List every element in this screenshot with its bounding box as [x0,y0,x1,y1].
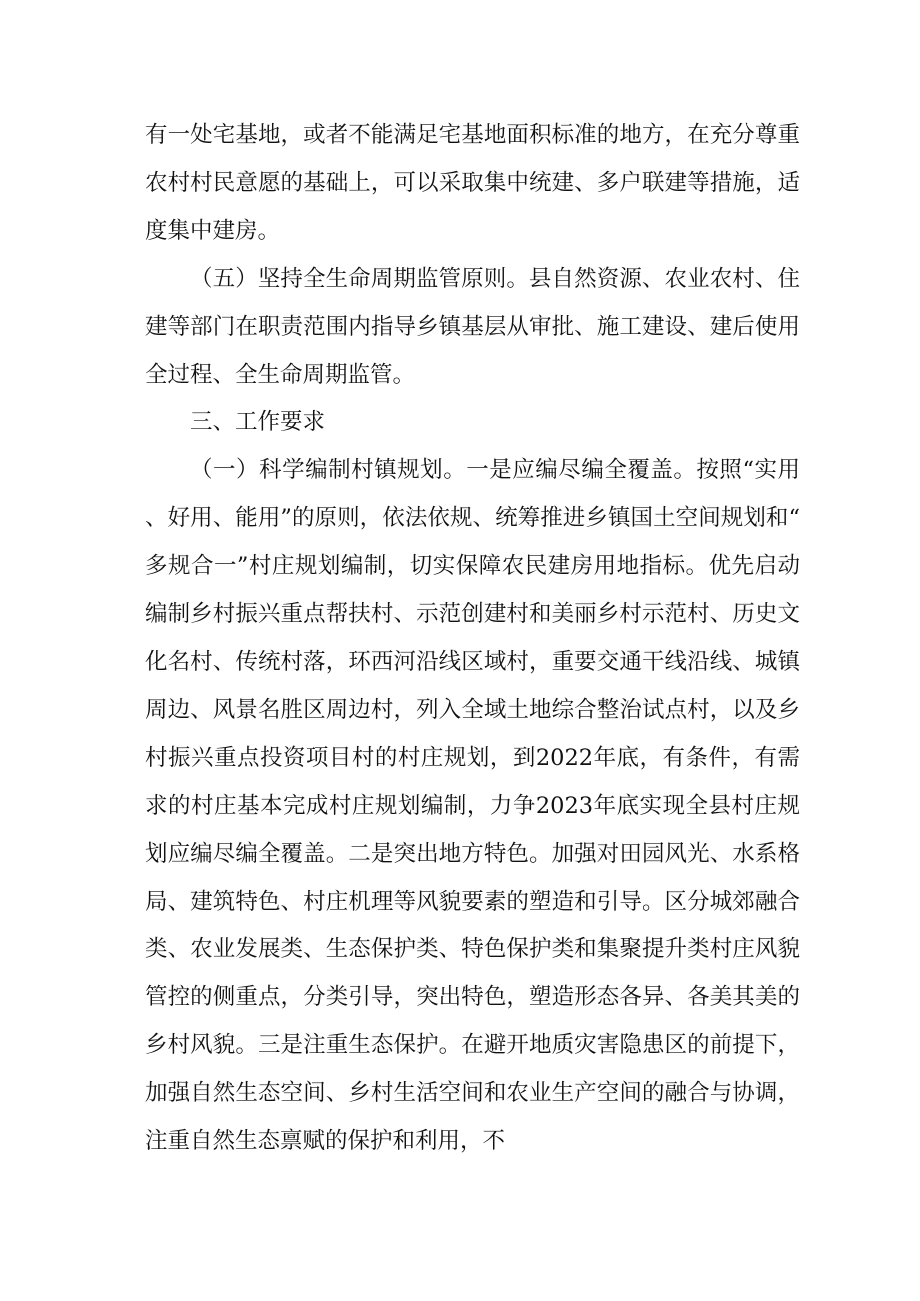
paragraph-requirement-1: （一）科学编制村镇规划。一是应编尽编全覆盖。按照“实用、好用、能用”的原则，依法依规、统筹推进乡镇国土空间规划和“多规合一”村庄规划编制，切实保障农民建房用地指标。优先启动编制乡村振兴重点帮扶村、示范创建村和美丽乡村示范村、历史文化名村、传统村落，环西河沿线区域村，重要交通干线沿线、城镇周边、风景名胜区周边村，列入全域土地综合整治试点村，以及乡村振兴重点投资项目村的村庄规划，到2022年底，有条件，有需求的村庄基本完成村庄规划编制，力争2023年底实现全县村庄规划应编尽编全覆盖。二是突出地方特色。加强对田园风光、水系格局、建筑特色、村庄机理等风貌要素的塑造和引导。区分城郊融合类、农业发展类、生态保护类、特色保护类和集聚提升类村庄风貌管控的侧重点，分类引导，突出特色，塑造形态各异、各美其美的乡村风貌。三是注重生态保护。在避开地质灾害隐患区的前提下，加强自然生态空间、乡村生活空间和农业生产空间的融合与协调，注重自然生态禀赋的保护和利用，不 [145,457,800,1155]
document-body [145,112,800,1166]
section-heading-work-requirements: 三、工作要求 [190,409,326,436]
paragraph-principle-5: （五）坚持全生命周期监管原则。县自然资源、农业农村、住建等部门在职责范围内指导乡镇基层从审批、施工建设、建后使用全过程、全生命周期监管。 [145,265,800,388]
paragraph-continuation: 有一处宅基地，或者不能满足宅基地面积标准的地方，在充分尊重农村村民意愿的基础上，可以采取集中统建、多户联建等措施，适度集中建房。 [145,122,800,244]
